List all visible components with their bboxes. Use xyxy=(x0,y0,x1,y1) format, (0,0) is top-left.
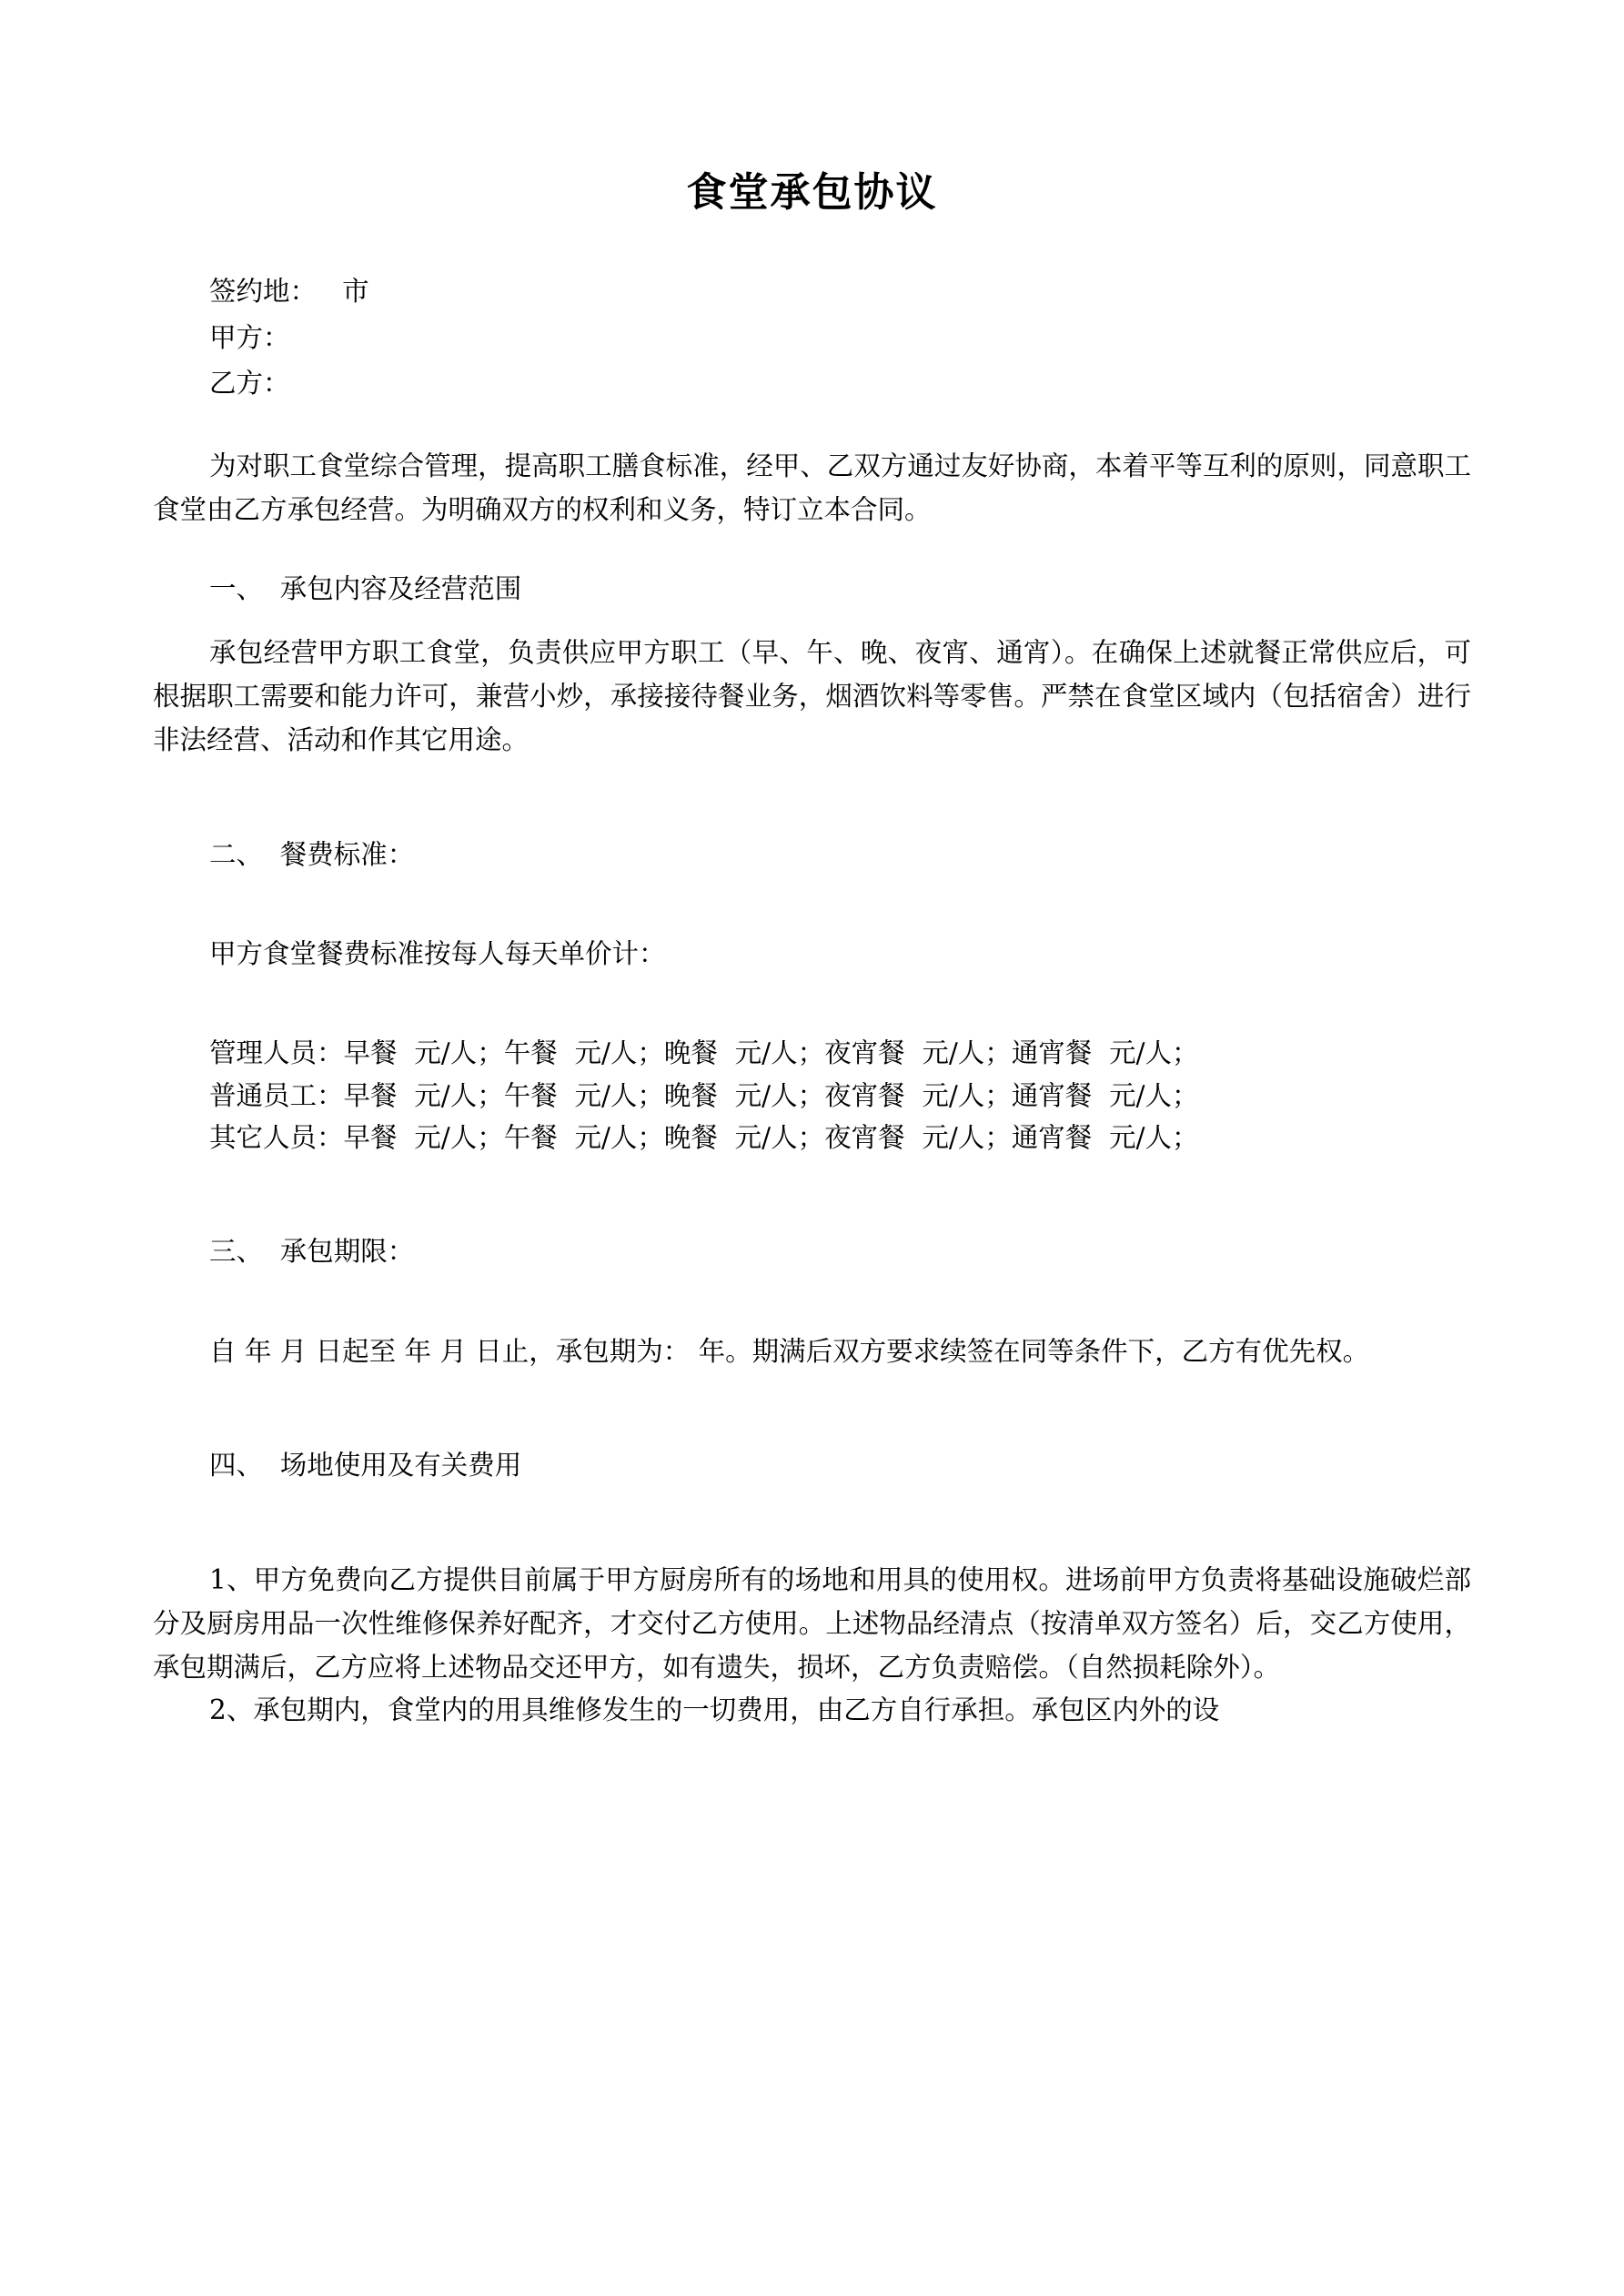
section-3-body: 自 年 月 日起至 年 月 日止，承包期为： 年。期满后双方要求续签在同等条件下，乙方有优先权。 xyxy=(209,1335,1370,1367)
spacer xyxy=(153,976,1471,1032)
spacer xyxy=(153,612,1471,632)
spacer xyxy=(153,409,1471,445)
rate-line-staff: 普通员工：早餐 元/人；午餐 元/人；晚餐 元/人；夜宵餐 元/人；通宵餐 元/人； xyxy=(209,1079,1199,1111)
section-1-heading: 一、 承包内容及经营范围 xyxy=(209,573,522,605)
page-title: 食堂承包协议 xyxy=(686,169,938,216)
party-b-line: 乙方： xyxy=(209,368,290,400)
spacer xyxy=(153,1159,1471,1230)
section-2-heading: 二、 餐费标准： xyxy=(209,838,415,870)
rate-line-management: 管理人员：早餐 元/人；午餐 元/人；晚餐 元/人；夜宵餐 元/人；通宵餐 元/人； xyxy=(209,1037,1199,1068)
section-2-intro: 甲方食堂餐费标准按每人每天单价计： xyxy=(209,938,666,970)
section-1-body: 承包经营甲方职工食堂，负责供应甲方职工（早、午、晚、夜宵、通宵）。在确保上述就餐正常供应后，可根据职工需要和能力许可，兼营小炒，承接接待餐业务，烟酒饮料等零售。严禁在食堂区域内（包括宿舍）进行非法经营、活动和作其它用途。 xyxy=(153,637,1471,755)
section-4-item-1: 1、甲方免费向乙方提供目前属于甲方厨房所有的场地和用具的使用权。进场前甲方负责将基础设施破烂部分及厨房用品一次性维修保养好配齐，才交付乙方使用。上述物品经清点（按清单双方签名）后，交乙方使用，承包期满后，乙方应将上述物品交还甲方，如有遗失，损坏，乙方负责赔偿。（自然损耗除外）。 xyxy=(153,1564,1471,1683)
spacer xyxy=(153,531,1471,568)
spacer xyxy=(153,1373,1471,1444)
signing-place-line: 签约地： 市 xyxy=(209,276,369,307)
party-a-line: 甲方： xyxy=(209,321,290,353)
section-4-item-2: 2、承包期内，食堂内的用具维修发生的一切费用，由乙方自行承担。承包区内外的设 xyxy=(209,1694,1220,1726)
section-3-heading: 三、 承包期限： xyxy=(209,1235,415,1267)
spacer xyxy=(153,763,1471,834)
rate-line-others: 其它人员：早餐 元/人；午餐 元/人；晚餐 元/人；夜宵餐 元/人；通宵餐 元/人； xyxy=(209,1122,1199,1154)
spacer xyxy=(153,1274,1471,1330)
spacer xyxy=(153,1488,1471,1559)
preamble-paragraph: 为对职工食堂综合管理，提高职工膳食标准，经甲、乙双方通过友好协商，本着平等互利的原则，同意职工食堂由乙方承包经营。为明确双方的权利和义务，特订立本合同。 xyxy=(153,450,1471,525)
spacer xyxy=(153,876,1471,933)
section-4-heading: 四、 场地使用及有关费用 xyxy=(209,1450,522,1482)
